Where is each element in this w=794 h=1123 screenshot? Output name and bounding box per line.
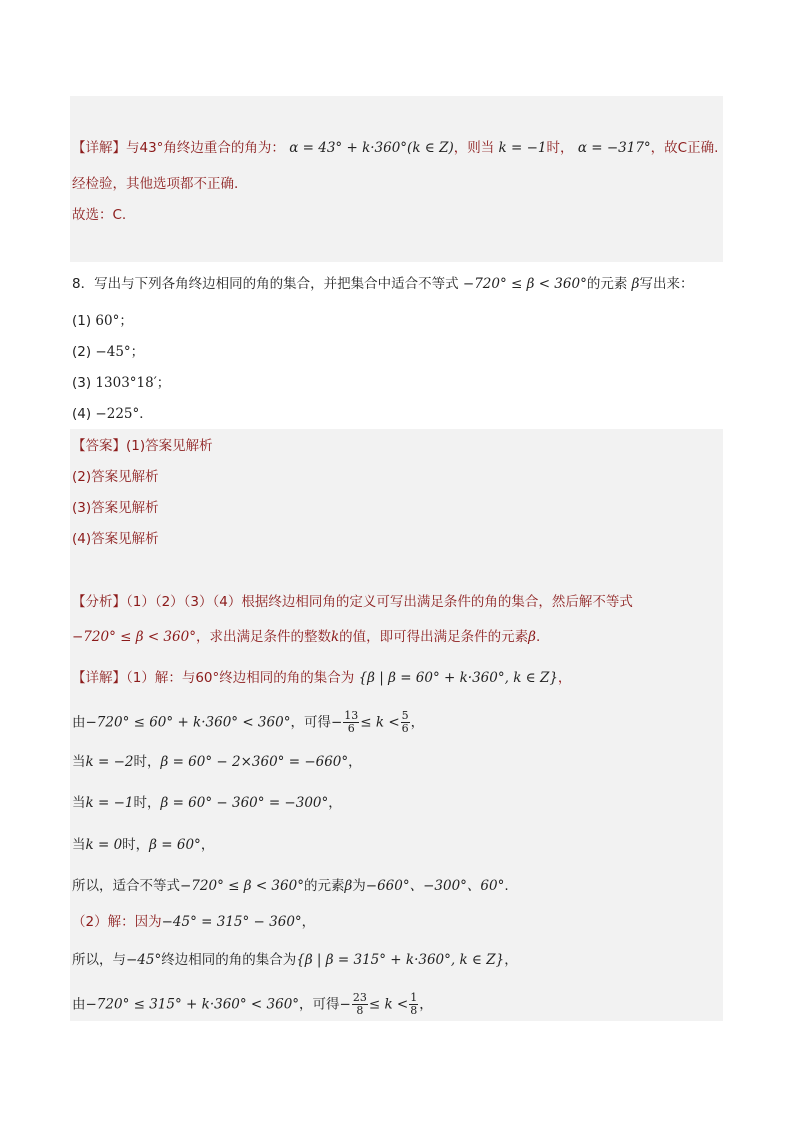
formula: k: [330, 629, 340, 645]
detail-line-7: （2）解：因为−45° = 315° − 360°，: [72, 914, 316, 930]
formula: k = 0: [85, 837, 123, 853]
question-number: 8．: [72, 276, 95, 292]
formula: β: [344, 878, 353, 894]
answer-line-4: (4)答案见解析: [72, 531, 159, 547]
formula: −720° ≤ β < 360°: [72, 629, 196, 645]
detail-line-6: 所以，适合不等式−720° ≤ β < 360°的元素β为−660°、−300°、60°.: [72, 878, 509, 894]
answer-line-2: (2)答案见解析: [72, 469, 159, 485]
detail-line-8: 所以，与−45°终边相同的角的集合为{β | β = 315° + k·360°, k ∈ Z}，: [72, 952, 518, 968]
analysis-tag: 【分析】: [72, 594, 126, 610]
q7-detail-line: 【详解】与43°角终边重合的角为： α = 43° + k·360°(k ∈ Z)，则当 k = −1时， α = −317°，故C正确.: [72, 140, 719, 156]
fraction: $\frac{13}{6}$: [344, 709, 359, 735]
q8-item-2: (2) −45°；: [72, 344, 145, 360]
formula: k = −1: [85, 795, 134, 811]
formula: β: [528, 629, 536, 645]
formula: β: [631, 276, 640, 292]
formula: {β | β = 60° + k·360°, k ∈ Z}: [358, 670, 558, 686]
formula: −720° ≤ β < 360°: [462, 276, 587, 292]
detail-line-2: 由−720° ≤ 60° + k·360° < 360°，可得− $\frac{13}{6}$ ≤ k < $\frac{5}{6}$ ，: [72, 709, 425, 735]
fraction: $\frac{5}{6}$: [401, 709, 409, 735]
q7-choice-line: 故选：C.: [72, 207, 127, 223]
detail-line-4: 当k = −1时，β = 60° − 360° = −300°，: [72, 795, 342, 811]
formula: α = 43° + k·360°(k ∈ Z): [289, 140, 454, 156]
formula: −45°: [126, 952, 162, 968]
fraction: $\frac{1}{8}$: [410, 991, 418, 1017]
formula: β = 60° − 360° = −300°: [160, 795, 329, 811]
detail-line-9: 由−720° ≤ 315° + k·360° < 360°，可得− $\frac{23}{8}$ ≤ k < $\frac{1}{8}$ ，: [72, 991, 433, 1017]
detail-tag: 【详解】: [72, 140, 126, 156]
formula: α = −317°: [577, 140, 651, 156]
formula: −720° ≤ 60° + k·360° < 360°: [85, 714, 291, 731]
analysis-line-2: −720° ≤ β < 360°，求出满足条件的整数k的值，即可得出满足条件的元素β.: [72, 629, 541, 645]
formula: −720° ≤ β < 360°: [180, 878, 304, 894]
formula: −720° ≤ 315° + k·360° < 360°: [85, 996, 300, 1013]
detail-line-5: 当k = 0时，β = 60°，: [72, 837, 215, 853]
q7-check-line: 经检验，其他选项都不正确.: [72, 176, 239, 192]
formula: β = 60°: [149, 837, 201, 853]
analysis-line-1: 【分析】（1）（2）（3）（4）根据终边相同角的定义可写出满足条件的角的集合，然后解不等式: [72, 594, 633, 610]
detail-line-1: 【详解】（1）解：与60°终边相同的角的集合为 {β | β = 60° + k·360°, k ∈ Z}，: [72, 670, 572, 686]
answer-tag: 【答案】: [72, 438, 126, 454]
answer-line-3: (3)答案见解析: [72, 500, 159, 516]
formula: −660°、−300°、60°: [365, 878, 505, 894]
formula: k = −2: [85, 754, 134, 770]
q8-item-4: (4) −225°．: [72, 406, 153, 422]
detail-tag: 【详解】: [72, 670, 126, 686]
detail-line-3: 当k = −2时，β = 60° − 2×360° = −660°，: [72, 754, 362, 770]
formula: β = 60° − 2×360° = −660°: [160, 754, 349, 770]
formula: {β | β = 315° + k·360°, k ∈ Z}: [296, 952, 505, 968]
q8-stem: 8．写出与下列各角终边相同的角的集合，并把集合中适合不等式 −720° ≤ β < 360°的元素 β写出来：: [72, 276, 694, 292]
fraction: $\frac{23}{8}$: [352, 991, 367, 1017]
formula: k = −1: [498, 140, 547, 156]
q8-item-1: (1) 60°；: [72, 313, 133, 329]
formula: −45° = 315° − 360°: [161, 914, 302, 930]
answer-line-1: 【答案】(1)答案见解析: [72, 438, 213, 454]
q8-item-3: (3) 1303°18′；: [72, 375, 171, 391]
